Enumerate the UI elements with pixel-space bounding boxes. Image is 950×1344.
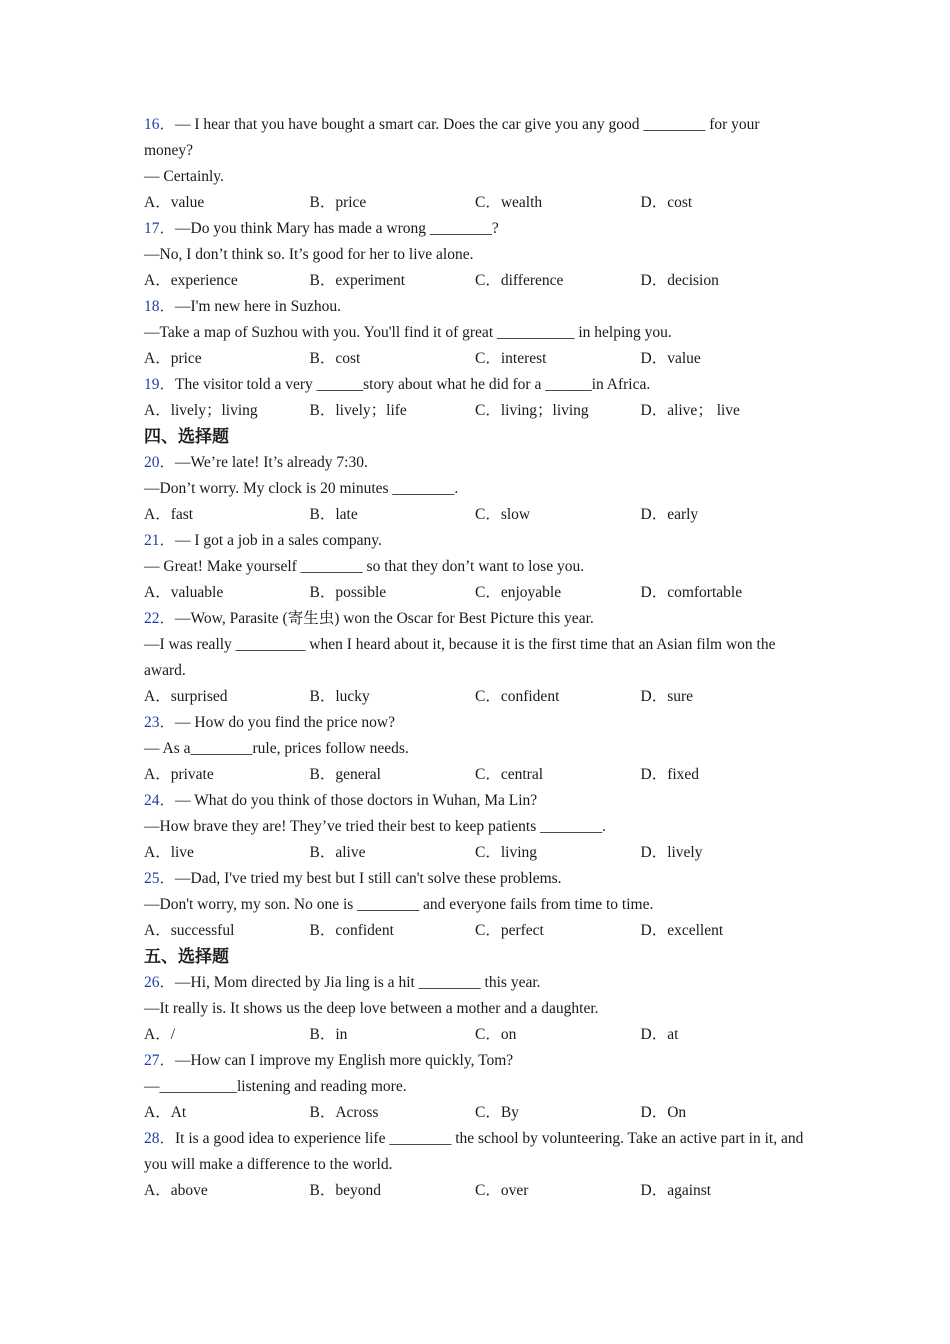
question-stem — [144, 1048, 806, 1074]
answer-option-a[interactable]: A．value — [144, 194, 205, 211]
question-21 — [144, 528, 806, 606]
question-text: —Dad, I've tried my best but I still can't solve these problems. — [175, 870, 562, 887]
question-27 — [144, 1048, 806, 1126]
question-dialogue-line — [144, 242, 806, 268]
answer-options — [144, 346, 806, 372]
answer-option-c[interactable]: C．interest — [475, 350, 547, 367]
answer-option-c[interactable]: C．slow — [475, 506, 531, 523]
answer-option-d[interactable]: D．fixed — [640, 766, 700, 783]
question-number: 25． — [144, 870, 176, 887]
answer-option-d[interactable]: D．On — [640, 1104, 687, 1121]
answer-option-a[interactable]: A．/ — [144, 1026, 176, 1043]
answer-option-d[interactable]: D．comfortable — [640, 584, 743, 601]
section-heading-4: 四、选择题 — [144, 427, 229, 447]
answer-option-d[interactable]: D．excellent — [640, 922, 724, 939]
answer-option-d[interactable]: D．lively — [640, 844, 703, 861]
answer-options — [144, 1100, 806, 1126]
question-dialogue-line — [144, 892, 806, 918]
question-text: —Wow, Parasite (寄生虫) won the Oscar for Best Picture this year. — [175, 610, 594, 627]
question-dialogue-line — [144, 632, 806, 684]
question-number: 26． — [144, 974, 176, 991]
question-23 — [144, 710, 806, 788]
question-text: —We’re late! It’s already 7:30. — [175, 454, 368, 471]
question-stem — [144, 294, 806, 320]
question-text: It is a good idea to experience life ________ the school by volunteering. Take an active part in it, and you will make a difference to the world. — [144, 1130, 804, 1173]
answer-option-a[interactable]: A．live — [144, 844, 194, 861]
exam-page — [144, 112, 806, 1204]
answer-option-c[interactable]: C．confident — [475, 688, 560, 705]
answer-option-a[interactable]: A．private — [144, 766, 214, 783]
answer-option-c[interactable]: C．living；living — [475, 402, 589, 419]
question-text: —How brave they are! They’ve tried their best to keep patients ________. — [144, 818, 606, 835]
question-stem — [144, 450, 806, 476]
question-text: — Certainly. — [144, 168, 224, 185]
answer-options — [144, 502, 806, 528]
question-number: 23． — [144, 714, 176, 731]
answer-option-a[interactable]: A．price — [144, 350, 202, 367]
answer-options — [144, 398, 806, 424]
question-stem — [144, 372, 806, 398]
question-stem — [144, 606, 806, 632]
question-dialogue-line — [144, 1074, 806, 1100]
question-text: —I'm new here in Suzhou. — [175, 298, 341, 315]
answer-options — [144, 1178, 806, 1204]
question-dialogue-line — [144, 476, 806, 502]
question-number: 16． — [144, 116, 176, 133]
question-text: — How do you find the price now? — [175, 714, 395, 731]
answer-option-c[interactable]: C．wealth — [475, 194, 543, 211]
answer-options — [144, 840, 806, 866]
answer-option-c[interactable]: C．enjoyable — [475, 584, 562, 601]
answer-option-a[interactable]: A．experience — [144, 272, 238, 289]
question-25 — [144, 866, 806, 944]
question-dialogue-line — [144, 736, 806, 762]
question-text: — I hear that you have bought a smart car. Does the car give you any good ________ for your money? — [144, 116, 760, 159]
question-text: —Do you think Mary has made a wrong ________? — [175, 220, 499, 237]
question-group-a — [144, 112, 806, 424]
answer-option-b[interactable]: B．lively；life — [309, 402, 407, 419]
question-28 — [144, 1126, 806, 1204]
answer-option-c[interactable]: C．on — [475, 1026, 517, 1043]
question-text: The visitor told a very ______story about what he did for a ______in Africa. — [175, 376, 651, 393]
question-text: —Hi, Mom directed by Jia ling is a hit ________ this year. — [175, 974, 541, 991]
question-text: —Don’t worry. My clock is 20 minutes ________. — [144, 480, 459, 497]
question-24 — [144, 788, 806, 866]
question-stem — [144, 528, 806, 554]
answer-option-c[interactable]: C．living — [475, 844, 538, 861]
question-17 — [144, 216, 806, 294]
question-text: — Great! Make yourself ________ so that they don’t want to lose you. — [144, 558, 585, 575]
question-number: 17． — [144, 220, 176, 237]
answer-option-a[interactable]: A．above — [144, 1182, 208, 1199]
question-dialogue-line — [144, 996, 806, 1022]
question-number: 18． — [144, 298, 176, 315]
question-stem — [144, 1126, 806, 1178]
answer-option-a[interactable]: A．successful — [144, 922, 235, 939]
question-text: —How can I improve my English more quickly, Tom? — [175, 1052, 514, 1069]
question-20 — [144, 450, 806, 528]
question-text: —Take a map of Suzhou with you. You'll find it of great __________ in helping you. — [144, 324, 672, 341]
answer-option-b[interactable]: B．price — [309, 194, 367, 211]
question-26 — [144, 970, 806, 1048]
answer-options — [144, 918, 806, 944]
question-text: —I was really _________ when I heard about it, because it is the first time that an Asian film won the award. — [144, 636, 776, 679]
question-dialogue-line — [144, 164, 806, 190]
question-number: 24． — [144, 792, 176, 809]
answer-option-d[interactable]: D．early — [640, 506, 699, 523]
question-number: 27． — [144, 1052, 176, 1069]
answer-option-d[interactable]: D．at — [640, 1026, 679, 1043]
question-text: —No, I don’t think so. It’s good for her to live alone. — [144, 246, 474, 263]
question-stem — [144, 970, 806, 996]
question-text: —It really is. It shows us the deep love between a mother and a daughter. — [144, 1000, 599, 1017]
question-dialogue-line — [144, 814, 806, 840]
answer-option-b[interactable]: B．alive — [309, 844, 366, 861]
question-dialogue-line — [144, 554, 806, 580]
answer-option-c[interactable]: C．difference — [475, 272, 564, 289]
answer-options — [144, 190, 806, 216]
question-text: —Don't worry, my son. No one is ________ and everyone fails from time to time. — [144, 896, 654, 913]
answer-option-c[interactable]: C．By — [475, 1104, 519, 1121]
answer-option-c[interactable]: C．over — [475, 1182, 529, 1199]
answer-options — [144, 580, 806, 606]
question-number: 22． — [144, 610, 176, 627]
question-number: 19． — [144, 376, 176, 393]
question-text: — As a________rule, prices follow needs. — [144, 740, 409, 757]
question-number: 28． — [144, 1130, 176, 1147]
question-19 — [144, 372, 806, 424]
question-number: 20． — [144, 454, 176, 471]
answer-options — [144, 684, 806, 710]
section-heading-5: 五、选择题 — [144, 947, 229, 967]
answer-option-b[interactable]: B．Across — [309, 1104, 379, 1121]
question-stem — [144, 112, 806, 164]
question-number: 21． — [144, 532, 176, 549]
answer-option-b[interactable]: B．lucky — [309, 688, 370, 705]
answer-option-d[interactable]: D．sure — [640, 688, 694, 705]
question-group-c — [144, 970, 806, 1204]
question-dialogue-line — [144, 320, 806, 346]
answer-option-c[interactable]: C．central — [475, 766, 544, 783]
answer-option-d[interactable]: D．value — [640, 350, 701, 367]
answer-option-d[interactable]: D．alive； live — [640, 402, 740, 419]
question-stem — [144, 710, 806, 736]
question-18 — [144, 294, 806, 372]
question-stem — [144, 216, 806, 242]
answer-option-b[interactable]: B．late — [309, 506, 358, 523]
answer-option-b[interactable]: B．general — [309, 766, 381, 783]
answer-option-a[interactable]: A．surprised — [144, 688, 228, 705]
answer-options — [144, 268, 806, 294]
answer-option-d[interactable]: D．decision — [640, 272, 719, 289]
question-16 — [144, 112, 806, 216]
answer-options — [144, 762, 806, 788]
question-22 — [144, 606, 806, 710]
answer-options — [144, 1022, 806, 1048]
answer-option-b[interactable]: B．beyond — [309, 1182, 381, 1199]
answer-option-a[interactable]: A．valuable — [144, 584, 224, 601]
question-stem — [144, 788, 806, 814]
question-text: —__________listening and reading more. — [144, 1078, 407, 1095]
answer-option-a[interactable]: A．At — [144, 1104, 187, 1121]
answer-option-b[interactable]: B．confident — [309, 922, 394, 939]
question-stem — [144, 866, 806, 892]
answer-option-d[interactable]: D．cost — [640, 194, 693, 211]
answer-option-c[interactable]: C．perfect — [475, 922, 544, 939]
answer-option-a[interactable]: A．lively；living — [144, 402, 258, 419]
answer-option-b[interactable]: B．possible — [309, 584, 387, 601]
answer-option-b[interactable]: B．in — [309, 1026, 348, 1043]
answer-option-b[interactable]: B．cost — [309, 350, 361, 367]
question-text: — What do you think of those doctors in Wuhan, Ma Lin? — [175, 792, 538, 809]
question-group-b — [144, 450, 806, 944]
question-text: — I got a job in a sales company. — [175, 532, 382, 549]
answer-option-b[interactable]: B．experiment — [309, 272, 406, 289]
answer-option-a[interactable]: A．fast — [144, 506, 194, 523]
answer-option-d[interactable]: D．against — [640, 1182, 712, 1199]
